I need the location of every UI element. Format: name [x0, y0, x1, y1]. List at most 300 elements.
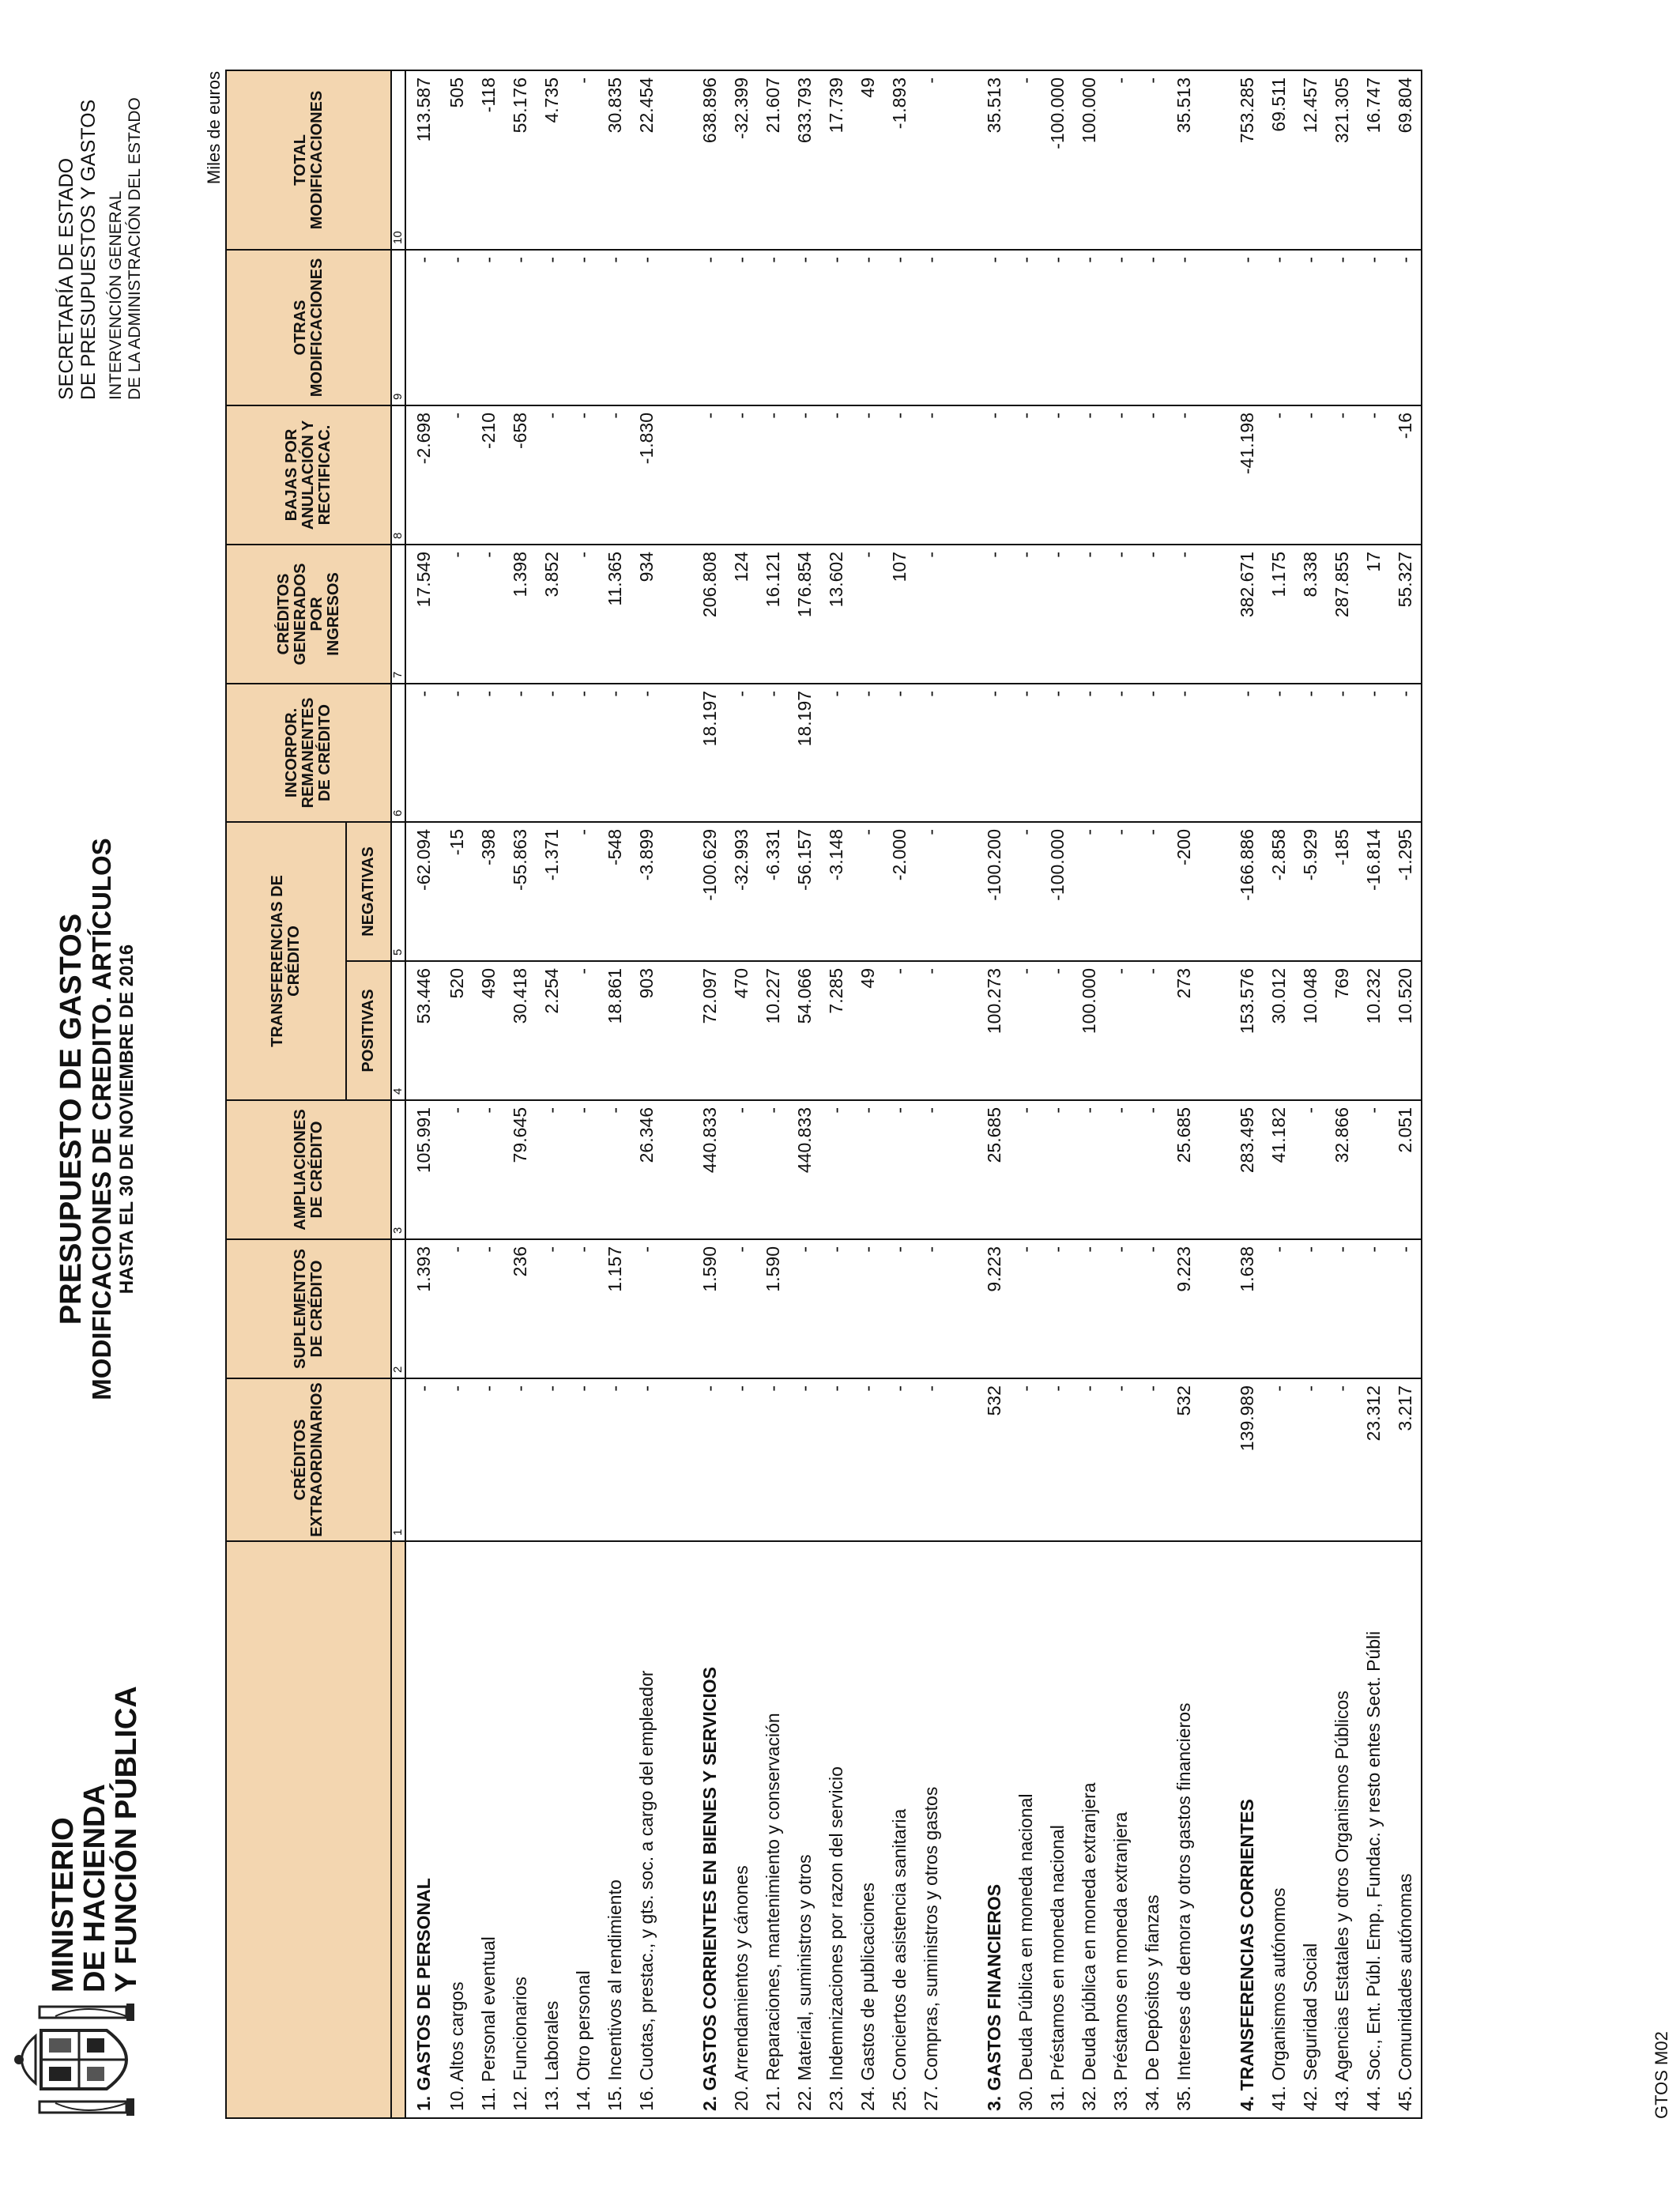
- value-cell: -: [599, 684, 631, 822]
- table-row: [1326, 70, 1358, 2118]
- value-cell: -: [757, 1378, 789, 1541]
- value-cell: 17: [1358, 545, 1389, 684]
- value-cell: -: [1042, 1239, 1073, 1378]
- value-cell: -1.295: [1389, 822, 1422, 961]
- intervencion-label: INTERVENCIÓN GENERAL DE LA ADMINISTRACIÓN DEL ESTADO: [107, 97, 144, 400]
- value-cell: 41.182: [1263, 1100, 1294, 1239]
- column-number: 5: [391, 822, 405, 961]
- value-cell: 1.590: [694, 1239, 725, 1378]
- empty-cell: [947, 1541, 978, 2118]
- value-cell: 934: [631, 545, 662, 684]
- value-cell: 638.896: [699, 77, 720, 144]
- table-row: [757, 70, 789, 2118]
- row-label: 42. Seguridad Social: [1294, 1541, 1326, 2118]
- value-cell: -: [915, 961, 947, 1100]
- value-cell: 22.454: [635, 77, 657, 134]
- row-label: 34. De Depósitos y fianzas: [1136, 1541, 1168, 2118]
- value-cell: -: [1010, 961, 1042, 1100]
- value-cell: -: [1294, 1239, 1326, 1378]
- value-cell: 12.457: [1299, 77, 1320, 134]
- value-cell: -: [631, 1239, 662, 1378]
- row-label: 22. Material, suministros y otros: [789, 1541, 820, 2118]
- value-cell: 72.097: [694, 961, 725, 1100]
- value-cell: -: [1136, 250, 1168, 405]
- empty-cell: [1200, 961, 1231, 1100]
- value-cell: 100.273: [978, 961, 1010, 1100]
- value-cell: 49: [852, 961, 883, 1100]
- value-cell: -658: [504, 405, 536, 545]
- table-row: [883, 70, 915, 2118]
- value-cell: -: [405, 1378, 441, 1541]
- column-number-cell: [391, 1541, 405, 2118]
- value-cell: -: [883, 250, 915, 405]
- table-spacer-row: [947, 70, 978, 2118]
- value-cell: -6.331: [757, 822, 789, 961]
- value-cell: -: [852, 822, 883, 961]
- empty-cell: [1200, 1378, 1231, 1541]
- col-header-total: TOTAL MODIFICACIONES: [226, 70, 391, 250]
- table-spacer-row: [662, 70, 694, 2118]
- table-row: [725, 70, 757, 2118]
- value-cell: 287.855: [1326, 545, 1358, 684]
- report-title-block: [55, 645, 138, 1593]
- value-cell: -: [1136, 1100, 1168, 1239]
- row-label: 10. Altos cargos: [441, 1541, 473, 2118]
- value-cell: -: [852, 1100, 883, 1239]
- value-cell: -: [1294, 405, 1326, 545]
- column-number: 8: [391, 405, 405, 545]
- value-cell: -: [1042, 405, 1073, 545]
- row-label: 4. TRANSFERENCIAS CORRIENTES: [1231, 1541, 1263, 2118]
- value-cell: 25.685: [1168, 1100, 1200, 1239]
- value-cell: -: [1141, 77, 1162, 84]
- value-cell: -: [1263, 1239, 1294, 1378]
- value-cell: -: [1231, 684, 1263, 822]
- column-number: 7: [391, 545, 405, 684]
- empty-cell: [947, 250, 978, 405]
- value-cell: -: [567, 684, 599, 822]
- empty-cell: [662, 1541, 694, 2118]
- value-cell: -: [473, 684, 504, 822]
- value-cell: -: [852, 250, 883, 405]
- value-cell: 17.549: [405, 545, 441, 684]
- value-cell: -: [820, 1378, 852, 1541]
- value-cell: -: [1042, 1100, 1073, 1239]
- value-cell: -: [694, 405, 725, 545]
- value-cell: -: [725, 1239, 757, 1378]
- value-cell: -: [1358, 1239, 1389, 1378]
- value-cell: -: [1073, 1100, 1105, 1239]
- empty-cell: [947, 545, 978, 684]
- value-cell: -: [567, 822, 599, 961]
- value-cell: 13.602: [820, 545, 852, 684]
- value-cell: -118: [477, 77, 499, 113]
- value-cell: 753.285: [1236, 77, 1257, 144]
- value-cell: -: [915, 250, 947, 405]
- value-cell: -: [883, 1100, 915, 1239]
- table-row: [536, 70, 567, 2118]
- table-group-row: [978, 70, 1010, 2118]
- table-row: [1358, 70, 1389, 2118]
- value-cell: -1.371: [536, 822, 567, 961]
- value-cell: 53.446: [405, 961, 441, 1100]
- empty-cell: [947, 822, 978, 961]
- value-cell: -: [1010, 250, 1042, 405]
- value-cell: 903: [631, 961, 662, 1100]
- col-header-suplementos: SUPLEMENTOS DE CRÉDITO: [226, 1239, 391, 1378]
- value-cell: -: [631, 250, 662, 405]
- value-cell: -: [1136, 684, 1168, 822]
- value-cell: -: [852, 1378, 883, 1541]
- value-cell: -: [1105, 545, 1136, 684]
- value-cell: 113.587: [412, 77, 434, 142]
- empty-cell: [1200, 70, 1231, 250]
- value-cell: -: [1105, 1378, 1136, 1541]
- value-cell: -2.000: [883, 822, 915, 961]
- value-cell: 769: [1326, 961, 1358, 1100]
- value-cell: -: [1358, 405, 1389, 545]
- value-cell: -: [1358, 250, 1389, 405]
- value-cell: -: [1073, 405, 1105, 545]
- value-cell: -: [536, 1239, 567, 1378]
- value-cell: -100.000: [1046, 77, 1068, 149]
- value-cell: -: [567, 250, 599, 405]
- value-cell: -: [536, 1378, 567, 1541]
- value-cell: -: [757, 1100, 789, 1239]
- value-cell: -: [572, 77, 593, 84]
- value-cell: -3.148: [820, 822, 852, 961]
- empty-cell: [947, 405, 978, 545]
- table-row: [915, 70, 947, 2118]
- value-cell: -: [725, 250, 757, 405]
- value-cell: 440.833: [789, 1100, 820, 1239]
- row-label: 23. Indemnizaciones por razon del servicio: [820, 1541, 852, 2118]
- value-cell: 30.418: [504, 961, 536, 1100]
- value-cell: -: [473, 1378, 504, 1541]
- row-label: 15. Incentivos al rendimiento: [599, 1541, 631, 2118]
- value-cell: -: [1263, 405, 1294, 545]
- value-cell: 69.804: [1394, 77, 1415, 134]
- col-header-transferencias: TRANSFERENCIAS DE CRÉDITO: [226, 822, 346, 1100]
- value-cell: -: [1073, 684, 1105, 822]
- row-label: 30. Deuda Pública en moneda nacional: [1010, 1541, 1042, 2118]
- value-cell: -: [1073, 1378, 1105, 1541]
- row-label: 3. GASTOS FINANCIEROS: [978, 1541, 1010, 2118]
- value-cell: -: [852, 405, 883, 545]
- column-number: 4: [391, 961, 405, 1100]
- value-cell: 35.513: [983, 77, 1004, 134]
- value-cell: -: [567, 545, 599, 684]
- value-cell: -: [1010, 1100, 1042, 1239]
- value-cell: 30.835: [604, 77, 625, 134]
- value-cell: -: [1105, 961, 1136, 1100]
- value-cell: -: [1136, 545, 1168, 684]
- empty-cell: [947, 961, 978, 1100]
- table-row: [1042, 70, 1073, 2118]
- value-cell: 153.576: [1231, 961, 1263, 1100]
- value-cell: -: [915, 545, 947, 684]
- value-cell: -: [694, 1378, 725, 1541]
- value-cell: -: [1389, 684, 1422, 822]
- value-cell: -: [1168, 405, 1200, 545]
- value-cell: -: [473, 1239, 504, 1378]
- value-cell: 532: [978, 1378, 1010, 1541]
- value-cell: -: [536, 250, 567, 405]
- value-cell: 107: [883, 545, 915, 684]
- value-cell: -: [725, 405, 757, 545]
- table-row: [1010, 70, 1042, 2118]
- row-label: 1. GASTOS DE PERSONAL: [405, 1541, 441, 2118]
- value-cell: 10.232: [1358, 961, 1389, 1100]
- document-code: GTOS M02: [1652, 2031, 1671, 2119]
- table-group-row: [405, 70, 441, 2118]
- table-row: [1105, 70, 1136, 2118]
- value-cell: 9.223: [978, 1239, 1010, 1378]
- value-cell: -: [599, 1378, 631, 1541]
- empty-cell: [947, 684, 978, 822]
- value-cell: 18.197: [789, 684, 820, 822]
- value-cell: -: [1263, 1378, 1294, 1541]
- value-cell: -398: [473, 822, 504, 961]
- value-cell: -200: [1168, 822, 1200, 961]
- value-cell: -56.157: [789, 822, 820, 961]
- value-cell: -: [789, 405, 820, 545]
- value-cell: 79.645: [504, 1100, 536, 1239]
- value-cell: -: [1136, 1239, 1168, 1378]
- value-cell: -: [1105, 1239, 1136, 1378]
- value-cell: 17.739: [825, 77, 846, 134]
- col-header-ampliaciones: AMPLIACIONES DE CRÉDITO: [226, 1100, 391, 1239]
- value-cell: -: [599, 405, 631, 545]
- value-cell: -100.629: [694, 822, 725, 961]
- value-cell: -: [725, 684, 757, 822]
- value-cell: -: [1015, 77, 1036, 84]
- value-cell: -: [1010, 822, 1042, 961]
- value-cell: -: [441, 250, 473, 405]
- value-cell: -: [725, 1100, 757, 1239]
- col-header-incorporacion: INCORPOR. REMANENTES DE CRÉDITO: [226, 684, 391, 822]
- value-cell: -: [1294, 250, 1326, 405]
- value-cell: -: [978, 684, 1010, 822]
- value-cell: -1.893: [888, 77, 910, 130]
- value-cell: -: [1358, 1100, 1389, 1239]
- value-cell: -: [852, 1239, 883, 1378]
- value-cell: -: [789, 1239, 820, 1378]
- col-header-creditos-generados: CRÉDITOS GENERADOS POR INGRESOS: [226, 545, 391, 684]
- value-cell: 54.066: [789, 961, 820, 1100]
- value-cell: -: [504, 250, 536, 405]
- value-cell: 382.671: [1231, 545, 1263, 684]
- table-group-row: [1231, 70, 1263, 2118]
- empty-cell: [662, 405, 694, 545]
- value-cell: 21.607: [762, 77, 783, 134]
- row-label: 14. Otro personal: [567, 1541, 599, 2118]
- value-cell: 32.866: [1326, 1100, 1358, 1239]
- ministry-name: MINISTERIO DE HACIENDA Y FUNCIÓN PÚBLICA: [47, 1686, 143, 1992]
- empty-cell: [1200, 405, 1231, 545]
- value-cell: -: [441, 545, 473, 684]
- table-spacer-row: [1200, 70, 1231, 2118]
- row-label: 41. Organismos autónomos: [1263, 1541, 1294, 2118]
- value-cell: 10.520: [1389, 961, 1422, 1100]
- value-cell: -: [536, 405, 567, 545]
- value-cell: -: [1010, 684, 1042, 822]
- table-row: [631, 70, 662, 2118]
- value-cell: -: [915, 1100, 947, 1239]
- empty-cell: [1200, 1239, 1231, 1378]
- value-cell: 11.365: [599, 545, 631, 684]
- empty-cell: [1200, 545, 1231, 684]
- value-cell: 1.590: [757, 1239, 789, 1378]
- value-cell: -55.863: [504, 822, 536, 961]
- value-cell: -5.929: [1294, 822, 1326, 961]
- value-cell: -: [1105, 250, 1136, 405]
- value-cell: -: [1073, 545, 1105, 684]
- column-number: 6: [391, 684, 405, 822]
- value-cell: -: [1263, 684, 1294, 822]
- row-label: 27. Compras, suministros y otros gastos: [915, 1541, 947, 2118]
- table-row: [1168, 70, 1200, 2118]
- value-cell: -: [1168, 545, 1200, 684]
- value-cell: -: [1294, 1100, 1326, 1239]
- column-number: 2: [391, 1239, 405, 1378]
- value-cell: -: [1136, 1378, 1168, 1541]
- col-header-positivas: POSITIVAS: [346, 961, 391, 1100]
- value-cell: -32.399: [730, 77, 751, 139]
- value-cell: -: [1294, 684, 1326, 822]
- value-cell: -: [852, 684, 883, 822]
- row-label: 25. Conciertos de asistencia sanitaria: [883, 1541, 915, 2118]
- row-label: 32. Deuda pública en moneda extranjera: [1073, 1541, 1105, 2118]
- value-cell: -: [757, 684, 789, 822]
- row-label: 20. Arrendamientos y cánones: [725, 1541, 757, 2118]
- value-cell: -2.698: [405, 405, 441, 545]
- value-cell: -1.830: [631, 405, 662, 545]
- value-cell: -41.198: [1231, 405, 1263, 545]
- value-cell: 1.398: [504, 545, 536, 684]
- value-cell: 470: [725, 961, 757, 1100]
- value-cell: 3.217: [1389, 1378, 1422, 1541]
- value-cell: -: [1294, 1378, 1326, 1541]
- value-cell: 8.338: [1294, 545, 1326, 684]
- value-cell: -: [567, 1378, 599, 1541]
- value-cell: -: [757, 250, 789, 405]
- value-cell: -: [1010, 405, 1042, 545]
- table-row: [789, 70, 820, 2118]
- empty-cell: [947, 70, 978, 250]
- value-cell: -: [473, 545, 504, 684]
- modifications-table: [225, 70, 1422, 2119]
- row-label: 21. Reparaciones, mantenimiento y conservación: [757, 1541, 789, 2118]
- value-cell: -16.814: [1358, 822, 1389, 961]
- col-header-otras: OTRAS MODIFICACIONES: [226, 250, 391, 405]
- value-cell: -: [1231, 250, 1263, 405]
- value-cell: -: [883, 684, 915, 822]
- value-cell: -: [1010, 1239, 1042, 1378]
- empty-cell: [947, 1239, 978, 1378]
- row-label: 35. Intereses de demora y otros gastos financieros: [1168, 1541, 1200, 2118]
- value-cell: 532: [1168, 1378, 1200, 1541]
- table-row: [1294, 70, 1326, 2118]
- value-cell: 273: [1168, 961, 1200, 1100]
- value-cell: -: [1326, 250, 1358, 405]
- empty-cell: [947, 1100, 978, 1239]
- value-cell: 236: [504, 1239, 536, 1378]
- empty-cell: [662, 961, 694, 1100]
- value-cell: 505: [446, 77, 467, 108]
- table-row: [441, 70, 473, 2118]
- value-cell: 7.285: [820, 961, 852, 1100]
- col-header-bajas: BAJAS POR ANULACIÓN Y RECTIFICAC.: [226, 405, 391, 545]
- value-cell: 100.000: [1078, 77, 1099, 144]
- value-cell: -: [1073, 822, 1105, 961]
- value-cell: -: [1326, 405, 1358, 545]
- row-label: 16. Cuotas, prestac., y gts. soc. a cargo del empleador: [631, 1541, 662, 2118]
- report-date: HASTA EL 30 DE NOVIEMBRE DE 2016: [116, 944, 137, 1295]
- value-cell: -: [1105, 1100, 1136, 1239]
- column-number: 10: [391, 70, 405, 250]
- value-cell: 4.735: [541, 77, 562, 123]
- value-cell: -: [789, 250, 820, 405]
- value-cell: 2.051: [1389, 1100, 1422, 1239]
- table-row: [473, 70, 504, 2118]
- value-cell: -15: [441, 822, 473, 961]
- value-cell: -: [1136, 961, 1168, 1100]
- empty-cell: [662, 1378, 694, 1541]
- value-cell: 55.327: [1389, 545, 1422, 684]
- value-cell: -: [1010, 545, 1042, 684]
- value-cell: -: [567, 961, 599, 1100]
- value-cell: -: [473, 250, 504, 405]
- value-cell: -: [1326, 1378, 1358, 1541]
- value-cell: -: [1073, 250, 1105, 405]
- value-cell: -: [441, 405, 473, 545]
- value-cell: 25.685: [978, 1100, 1010, 1239]
- coat-of-arms-icon: [8, 2000, 162, 2119]
- value-cell: -: [1105, 405, 1136, 545]
- value-cell: 139.989: [1231, 1378, 1263, 1541]
- value-cell: -: [920, 77, 941, 84]
- column-number: 1: [391, 1378, 405, 1541]
- value-cell: 520: [441, 961, 473, 1100]
- value-cell: -: [1168, 684, 1200, 822]
- empty-cell: [1200, 250, 1231, 405]
- row-label: 43. Agencias Estatales y otros Organismos Públicos: [1326, 1541, 1358, 2118]
- value-cell: 10.048: [1294, 961, 1326, 1100]
- value-cell: 69.511: [1268, 77, 1289, 132]
- value-cell: 321.305: [1331, 77, 1352, 144]
- value-cell: 283.495: [1231, 1100, 1263, 1239]
- value-cell: -: [405, 250, 441, 405]
- empty-cell: [662, 70, 694, 250]
- value-cell: 206.808: [694, 545, 725, 684]
- value-cell: -: [599, 1100, 631, 1239]
- value-cell: 105.991: [405, 1100, 441, 1239]
- value-cell: -: [441, 1239, 473, 1378]
- value-cell: 124: [725, 545, 757, 684]
- value-cell: -: [1263, 250, 1294, 405]
- value-cell: -: [820, 1100, 852, 1239]
- table-row: [567, 70, 599, 2118]
- value-cell: -: [1042, 684, 1073, 822]
- value-cell: -: [915, 405, 947, 545]
- value-cell: 3.852: [536, 545, 567, 684]
- value-cell: -: [852, 545, 883, 684]
- value-cell: -: [1358, 684, 1389, 822]
- value-cell: -: [1389, 250, 1422, 405]
- row-label: 45. Comunidades autónomas: [1389, 1541, 1422, 2118]
- col-header-creditos-extraordinarios: CRÉDITOS EXTRAORDINARIOS: [226, 1378, 391, 1541]
